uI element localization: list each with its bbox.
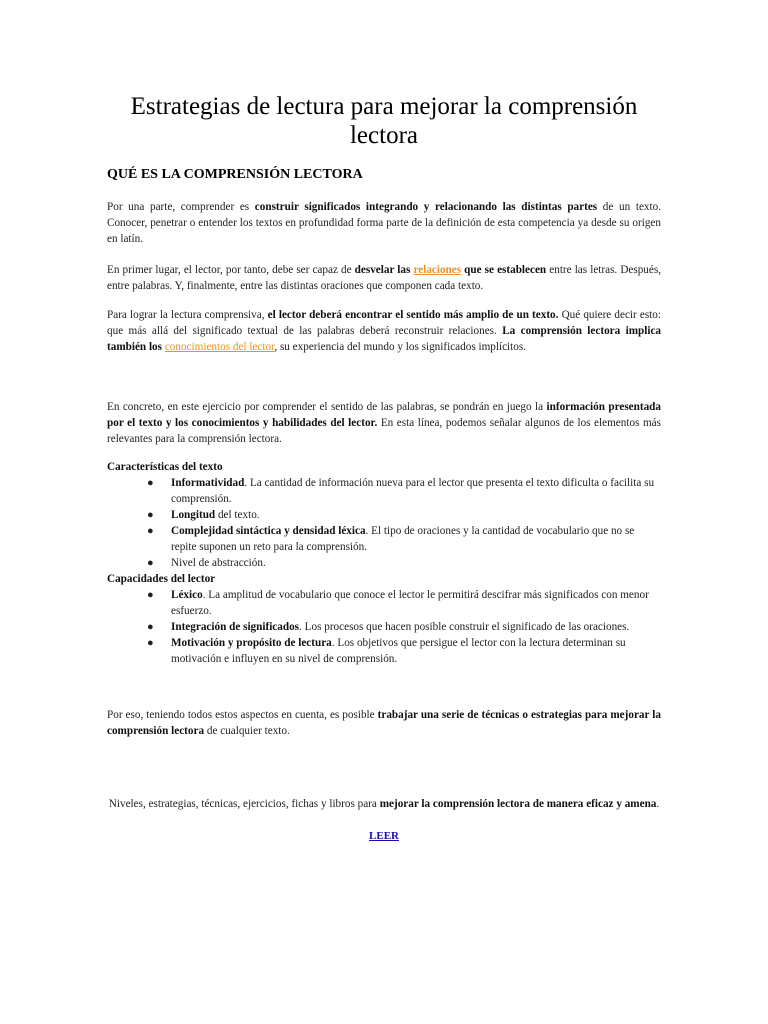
text-run: Para lograr la lectura comprensiva,: [107, 309, 268, 321]
paragraph-concrete: [107, 399, 661, 447]
bold-run: que se establecen: [461, 264, 547, 276]
bold-run: La comprensión lectora implica también los: [107, 325, 662, 353]
bullet-icon: ●: [147, 557, 154, 569]
list-item: ● Nivel de abstracción.: [147, 557, 266, 569]
text-features-list: [107, 475, 661, 571]
bullet-icon: ●: [147, 509, 154, 521]
text-run: En concreto, en este ejercicio por comprender el sentido de las palabras, se pondrán en juego la: [107, 401, 547, 413]
text-run: En primer lugar, el lector, por tanto, debe ser capaz de: [107, 264, 355, 276]
text-run: de cualquier texto.: [204, 725, 290, 737]
section-heading: QUÉ ES LA COMPRENSIÓN LECTORA: [107, 167, 363, 182]
bold-run: información presentada por el texto y los conocimientos y habilidades del lector.: [107, 401, 661, 429]
bold-run: el lector deberá encontrar el sentido más amplio de un texto.: [267, 309, 559, 321]
text-run: Niveles, estrategias, técnicas, ejercicios, fichas y libros para: [108, 798, 380, 810]
relaciones-link[interactable]: relaciones: [413, 264, 462, 276]
text-run: Por una parte, comprender es: [107, 201, 255, 213]
text-run: entre las letras. Después, entre palabras. Y, finalmente, entre las distintas oraciones que componen cada texto.: [107, 264, 662, 292]
bold-run: construir significados integrando y relacionando las distintas partes: [254, 201, 598, 213]
list-item: ● Léxico. La amplitud de vocabulario que conoce el lector le permitirá descifrar más significados con menor esfuerzo.: [147, 589, 649, 617]
reader-skills-label: Capacidades del lector: [107, 573, 216, 585]
paragraph-comprehensive-reading: [107, 307, 661, 355]
text-run: En esta línea, podemos señalar algunos de los elementos más relevantes para la comprensión lectora.: [107, 417, 661, 445]
text-features-block: [107, 459, 661, 667]
bullet-icon: ●: [147, 525, 154, 537]
conocimientos-del-lector-link[interactable]: conocimientos del lector: [164, 341, 275, 353]
bold-run: desvelar las: [354, 264, 414, 276]
list-item: ● Motivación y propósito de lectura. Los objetivos que persigue el lector con la lectura determinan su motivación e influyen en su nivel de comprensión.: [147, 637, 626, 665]
paragraph-definition: [107, 199, 661, 247]
paragraph-conclusion: [107, 707, 661, 739]
list-item: ● Complejidad sintáctica y densidad léxica. El tipo de oraciones y la cantidad de vocabulario que no se repite suponen un reto para la comprensión.: [147, 525, 635, 553]
text-run: Qué quiere decir esto: que más allá del significado textual de las palabras deberá reconstruir relaciones.: [107, 309, 661, 337]
list-item: ● Informatividad. La cantidad de información nueva para el lector que presenta el texto dificulta o facilita su comprensión.: [147, 477, 655, 505]
text-run: de un texto. Conocer, penetrar o entender los textos en profundidad forma parte de la definición de esta competencia ya desde su origen en latín.: [107, 201, 661, 245]
paragraph-relations: [107, 262, 661, 294]
text-features-label: Características del texto: [107, 461, 223, 473]
bullet-icon: ●: [147, 477, 154, 489]
footer-promo: [107, 796, 661, 812]
bullet-icon: ●: [147, 589, 154, 601]
text-run: Por eso, teniendo todos estos aspectos en cuenta, es posible: [107, 709, 378, 721]
bold-run: mejorar la comprensión lectora de manera eficaz y amena: [379, 798, 657, 810]
list-item: ● Longitud del texto.: [147, 509, 260, 521]
reader-skills-list: [107, 587, 661, 667]
leer-link-wrapper: [107, 828, 661, 844]
bold-run: trabajar una serie de técnicas o estrategias para mejorar la comprensión lectora: [107, 709, 661, 737]
text-run: , su experiencia del mundo y los significados implícitos.: [274, 341, 527, 353]
bullet-icon: ●: [147, 637, 154, 649]
bullet-icon: ●: [147, 621, 154, 633]
document-title: Estrategias de lectura para mejorar la comprensión lectora: [130, 93, 638, 149]
text-run: .: [656, 798, 660, 810]
leer-link[interactable]: LEER: [369, 830, 399, 842]
list-item: ● Integración de significados. Los procesos que hacen posible construir el significado de las oraciones.: [147, 621, 630, 633]
